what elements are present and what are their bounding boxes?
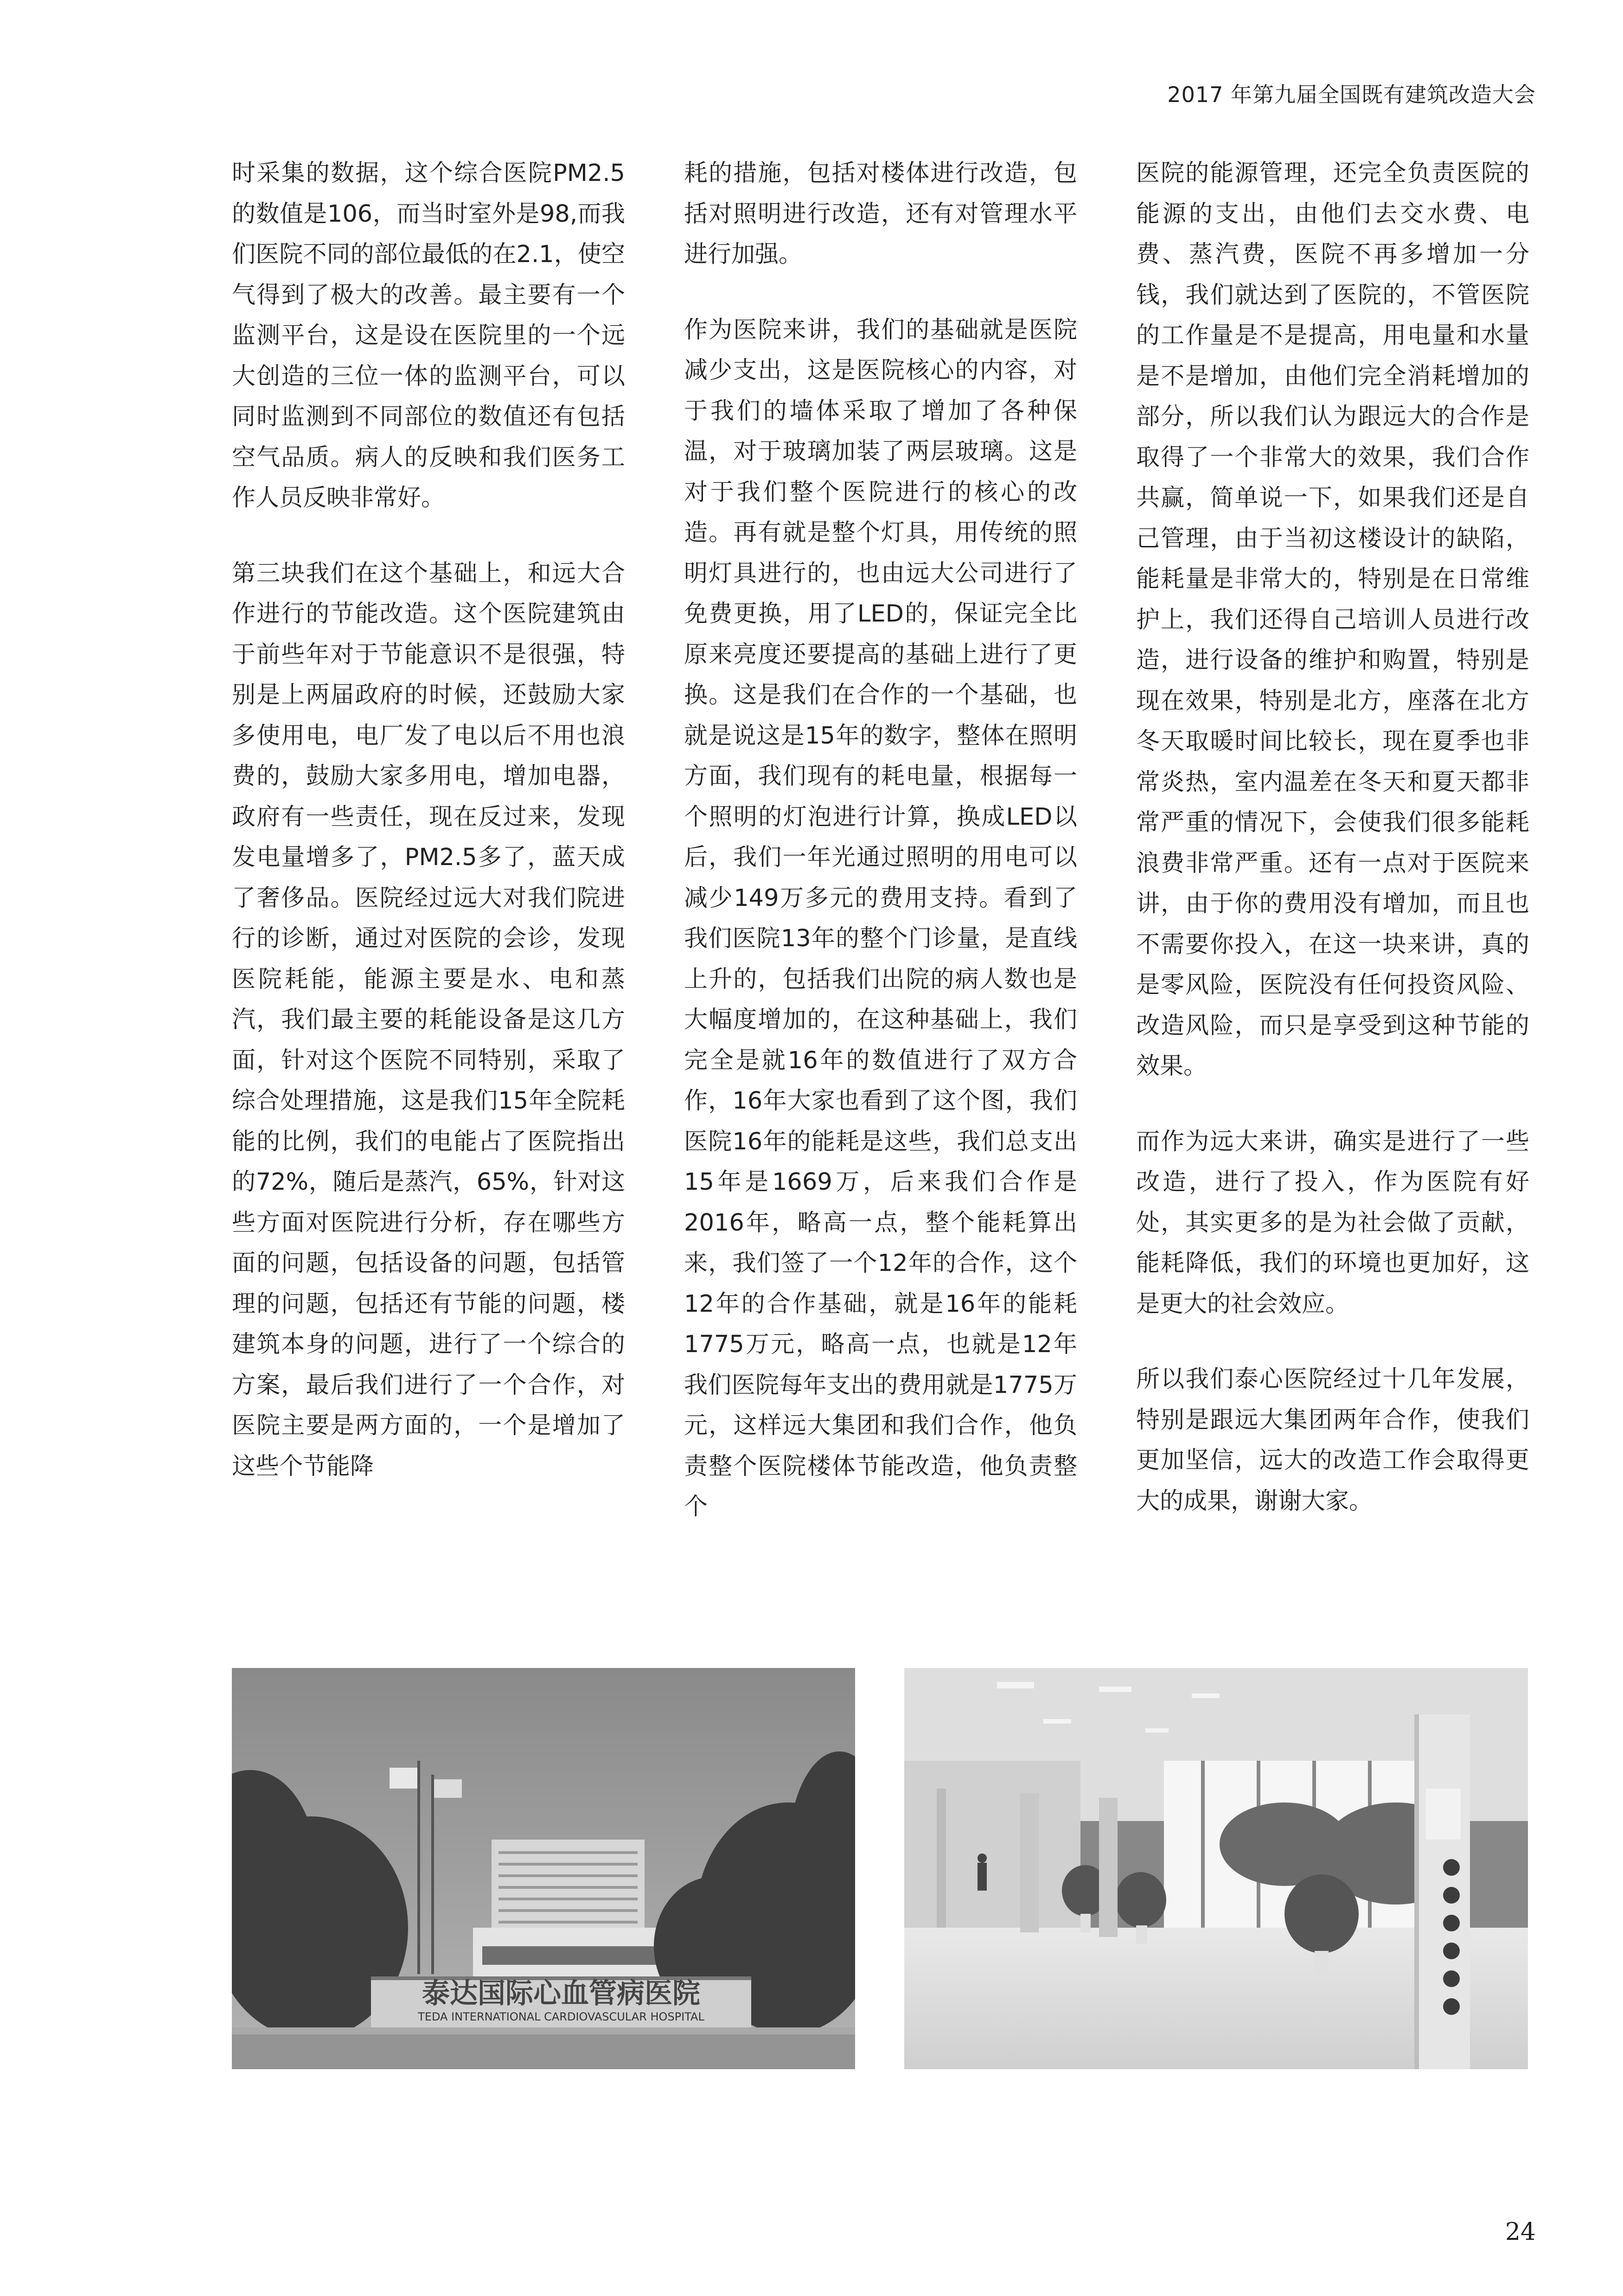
paragraph: 医院的能源管理，还完全负责医院的能源的支出，由他们去交水费、电费、蒸汽费，医院不再多增加一分钱，我们就达到了医院的，不管医院的工作量是不是提高，用电量和水量是不是增加，由他们完全消耗增加的部分，所以我们认为跟远大的合作是取得了一个非常大的效果，我们合作共赢，简单说一下，如果我们还是自己管理，由于当初这楼设计的缺陷，能耗量是非常大的，特别是在日常维护上，我们还得自己培训人员进行改造，进行设备的维护和购置，特别是现在效果，特别是北方，座落在北方冬天取暖时间比较长，现在夏季也非常炎热，室内温差在冬天和夏天都非常严重的情况下，会使我们很多能耗浪费非常严重。还有一点对于医院来讲，由于你的费用没有增加，而且也不需要你投入，在这一块来讲，真的是零风险，医院没有任何投资风险、改造风险，而只是享受到这种节能的效果。 [1136,160,1529,1080]
paragraph: 耗的措施，包括对楼体进行改造，包括对照明进行改造，还有对管理水平进行加强。 [684,160,1077,268]
page-number: 24 [1505,2218,1536,2246]
running-header: 2017 年第九届全国既有建筑改造大会 [1167,82,1536,107]
hospital-exterior-photo [232,1668,855,2069]
text-column-3 [1136,153,1529,1556]
paragraph: 时采集的数据，这个综合医院PM2.5的数值是106，而当时室外是98,而我们医院不同的部位最低的在2.1，使空气得到了极大的改善。最主要有一个监测平台，这是设在医院里的一个远大创造的三位一体的监测平台，可以同时监测到不同部位的数值还有包括空气品质。病人的反映和我们医务工作人员反映非常好。 [232,160,625,512]
hospital-sign-chinese: 泰达国际心血管病医院 [422,1977,700,2010]
hospital-sign-english: TEDA INTERNATIONAL CARDIOVASCULAR HOSPITAL [418,2010,704,2023]
text-column-2 [684,153,1077,1562]
hospital-lobby-photo [904,1668,1528,2069]
paragraph: 而作为远大来讲，确实是进行了一些改造，进行了投入，作为医院有好处，其实更多的是为社会做了贡献，能耗降低，我们的环境也更加好，这是更大的社会效应。 [1136,1128,1529,1318]
paragraph: 所以我们泰心医院经过十几年发展，特别是跟远大集团两年合作，使我们更加坚信，远大的改造工作会取得更大的成果，谢谢大家。 [1136,1366,1529,1515]
paragraph: 作为医院来讲，我们的基础就是医院减少支出，这是医院核心的内容，对于我们的墙体采取了增加了各种保温，对于玻璃加装了两层玻璃。这是对于我们整个医院进行的核心的改造。再有就是整个灯具，用传统的照明灯具进行的，也由远大公司进行了免费更换，用了LED的，保证完全比原来亮度还要提高的基础上进行了更换。这是我们在合作的一个基础，也就是说这是15年的数字，整体在照明方面，我们现有的耗电量，根据每一个照明的灯泡进行计算，换成LED以后，我们一年光通过照明的用电可以减少149万多元的费用支持。看到了我们医院13年的整个门诊量，是直线上升的，包括我们出院的病人数也是大幅度增加的，在这种基础上，我们完全是就16年的数值进行了双方合作，16年大家也看到了这个图，我们医院16年的能耗是这些，我们总支出15年是1669万，后来我们合作是2016年，略高一点，整个能耗算出来，我们签了一个12年的合作，这个12年的合作基础，就是16年的能耗1775万元，略高一点，也就是12年我们医院每年支出的费用就是1775万元，这样远大集团和我们合作，他负责整个医院楼体节能改造，他负责整个 [684,316,1077,1520]
paragraph: 第三块我们在这个基础上，和远大合作进行的节能改造。这个医院建筑由于前些年对于节能意识不是很强，特别是上两届政府的时候，还鼓励大家多使用电，电厂发了电以后不用也浪费的，鼓励大家多用电，增加电器，政府有一些责任，现在反过来，发现发电量增多了，PM2.5多了，蓝天成了奢侈品。医院经过远大对我们院进行的诊断，通过对医院的会诊，发现医院耗能，能源主要是水、电和蒸汽，我们最主要的耗能设备是这几方面，针对这个医院不同特别，采取了综合处理措施，这是我们15年全院耗能的比例，我们的电能占了医院指出的72%，随后是蒸汽，65%，针对这些方面对医院进行分析，存在哪些方面的问题，包括设备的问题，包括管理的问题，包括还有节能的问题，楼建筑本身的问题，进行了一个综合的方案，最后我们进行了一个合作，对医院主要是两方面的，一个是增加了这些个节能降 [232,559,625,1480]
text-column-1 [232,153,625,1521]
